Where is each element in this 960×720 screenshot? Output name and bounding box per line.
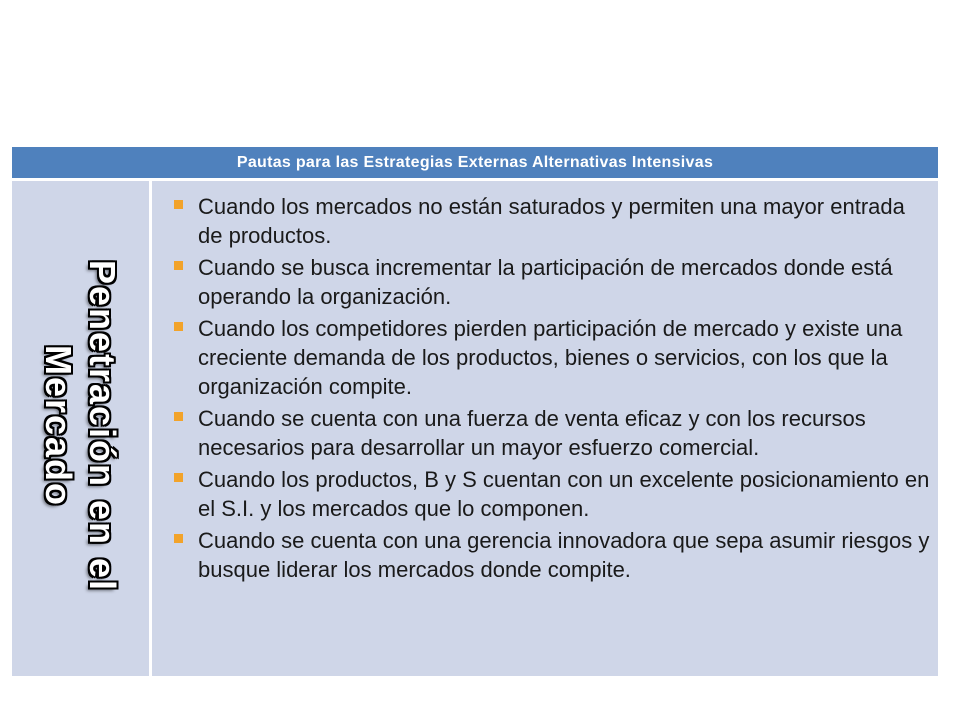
side-label-line2: Mercado: [38, 344, 79, 508]
list-item: [152, 253, 930, 311]
list-item: [152, 465, 930, 523]
list-item: [152, 192, 930, 250]
list-item-text: Cuando se busca incrementar la participación de mercados donde está operando la organización.: [198, 255, 893, 309]
square-bullet-icon: [174, 261, 183, 270]
list-item-text: Cuando los competidores pierden participación de mercado y existe una creciente demanda de los productos, bienes o servicios, con los que la organización compite.: [198, 316, 903, 399]
square-bullet-icon: [174, 322, 183, 331]
side-label-line1: Penetración en el: [82, 259, 123, 593]
list-item: [152, 404, 930, 462]
list-item-text: Cuando se cuenta con una fuerza de venta eficaz y con los recursos necesarios para desarrollar un mayor esfuerzo comercial.: [198, 406, 866, 460]
list-item-text: Cuando los mercados no están saturados y permiten una mayor entrada de productos.: [198, 194, 905, 248]
bullet-list-cell: [152, 181, 938, 676]
strategy-table: [12, 147, 938, 676]
side-label-cell: [12, 181, 152, 676]
table-header: Pautas para las Estrategias Externas Alternativas Intensivas: [12, 147, 938, 181]
list-item-text: Cuando se cuenta con una gerencia innovadora que sepa asumir riesgos y busque liderar los mercados donde compite.: [198, 528, 930, 582]
side-label: [36, 216, 124, 636]
list-item: [152, 526, 930, 584]
square-bullet-icon: [174, 534, 183, 543]
square-bullet-icon: [174, 412, 183, 421]
square-bullet-icon: [174, 473, 183, 482]
list-item: [152, 314, 930, 401]
square-bullet-icon: [174, 200, 183, 209]
bullet-list: [152, 181, 938, 584]
list-item-text: Cuando los productos, B y S cuentan con un excelente posicionamiento en el S.I. y los mercados que lo componen.: [198, 467, 930, 521]
